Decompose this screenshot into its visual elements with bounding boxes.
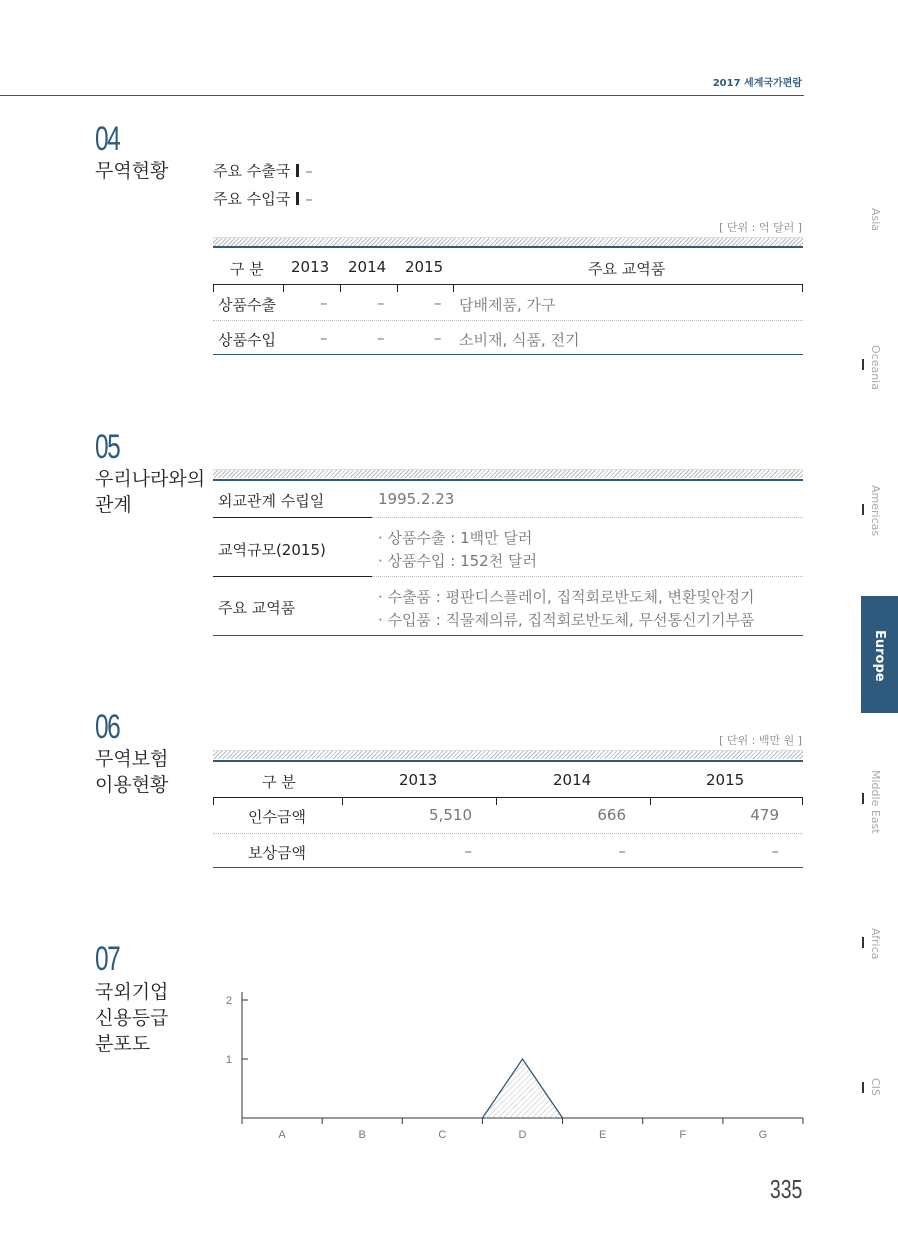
side-tick [862, 937, 864, 948]
running-header-title: 2017 세계국가편람 [712, 78, 802, 89]
col-header-category: 구 분 [230, 260, 264, 278]
table-bottom-rule [213, 354, 803, 355]
x-category-label: B [358, 1129, 366, 1141]
section-06-title-line1: 무역보험 [95, 748, 169, 770]
column-tick [453, 284, 454, 292]
row-label-compensation: 보상금액 [248, 844, 306, 862]
col-header-2014: 2014 [553, 771, 592, 789]
row-divider [372, 517, 803, 518]
side-tab-middle-east[interactable]: Middle East [869, 770, 882, 834]
section-06-title-line2: 이용현황 [95, 774, 169, 796]
table-hatch-band [213, 469, 803, 478]
y-tick-label: 2 [225, 995, 232, 1007]
section-04-title: 무역현황 [95, 160, 169, 182]
section-07-title-line2: 신용등급 [95, 1007, 169, 1029]
import-2015: – [434, 329, 442, 347]
section-07-title-line3: 분포도 [95, 1033, 151, 1055]
row-label-underwriting: 인수금액 [248, 808, 306, 826]
export-label: 주요 수출국 [213, 162, 291, 180]
separator-bar [296, 192, 299, 205]
label-rule [213, 576, 372, 577]
column-tick [342, 797, 343, 805]
section-05-title-line1: 우리나라와의 [95, 468, 206, 490]
export-2013: – [320, 294, 328, 312]
export-2014: – [377, 294, 385, 312]
row-divider [213, 833, 803, 834]
row-divider [372, 576, 803, 577]
col-header-2015: 2015 [706, 771, 745, 789]
side-tab-oceania[interactable]: Oceania [869, 345, 882, 390]
export-2015: – [434, 294, 442, 312]
side-tab-europe-active[interactable] [861, 596, 898, 713]
section-05-number: 05 [95, 428, 120, 466]
section-07-number: 07 [95, 940, 120, 978]
side-tick [862, 504, 864, 515]
table-top-rule [213, 760, 803, 762]
table-hatch-band [213, 237, 803, 246]
column-tick [213, 284, 214, 292]
section-07-title-line1: 국외기업 [95, 981, 169, 1003]
x-category-label: F [679, 1129, 687, 1141]
col-header-2015: 2015 [405, 258, 444, 276]
trade-volume-import: · 상품수입 : 152천 달러 [378, 552, 537, 570]
col-header-2013: 2013 [399, 771, 438, 789]
side-tick [862, 793, 864, 804]
side-tab-europe-label: Europe [872, 630, 887, 682]
section-05-title [95, 466, 215, 518]
compensation-2013: – [464, 842, 472, 860]
major-export-countries [213, 160, 313, 181]
side-tab-cis[interactable]: CIS [869, 1078, 882, 1096]
import-2013: – [320, 329, 328, 347]
x-category-label: C [438, 1129, 447, 1141]
side-tick [862, 1082, 864, 1093]
section-07-title [95, 979, 215, 1057]
table-bottom-rule [213, 867, 803, 868]
col-header-2014: 2014 [348, 258, 387, 276]
underwriting-2013: 5,510 [429, 806, 472, 824]
table-bottom-rule [213, 635, 803, 636]
side-tab-americas[interactable]: Americas [869, 485, 882, 537]
column-tick [283, 284, 284, 292]
diplomatic-relations-label: 외교관계 수립일 [218, 492, 325, 510]
col-header-category: 구 분 [262, 773, 296, 791]
export-items: 담배제품, 가구 [459, 296, 556, 314]
trade-unit-note: [ 단위 : 억 달러 ] [719, 221, 802, 234]
separator-bar [296, 164, 299, 177]
col-header-trade-items: 주요 교역품 [588, 260, 666, 278]
export-value: – [305, 162, 313, 180]
column-tick [496, 797, 497, 805]
y-tick-label: 1 [225, 1054, 232, 1066]
page-number: 335 [769, 1174, 802, 1204]
column-tick [802, 284, 803, 292]
underwriting-2014: 666 [597, 806, 626, 824]
import-label: 주요 수입국 [213, 190, 291, 208]
col-header-2013: 2013 [291, 258, 330, 276]
credit-rating-distribution-chart [200, 980, 820, 1150]
row-label-export: 상품수출 [218, 296, 276, 314]
column-tick [802, 797, 803, 805]
label-rule [213, 517, 372, 518]
column-tick [213, 797, 214, 805]
column-tick [650, 797, 651, 805]
trade-volume-export: · 상품수출 : 1백만 달러 [378, 529, 533, 547]
major-export-items: · 수출품 : 평판디스플레이, 집적회로반도체, 변환및안정기 [378, 588, 755, 606]
import-2014: – [377, 329, 385, 347]
side-tab-asia[interactable]: Asia [869, 208, 882, 232]
side-tab-africa[interactable]: Africa [869, 928, 882, 960]
diplomatic-relations-date: 1995.2.23 [378, 490, 455, 508]
header-rule [0, 95, 804, 96]
table-top-rule [213, 479, 803, 481]
row-divider [213, 320, 803, 321]
compensation-2014: – [618, 842, 626, 860]
import-value: – [305, 190, 313, 208]
insurance-unit-note: [ 단위 : 백만 원 ] [719, 734, 802, 747]
major-import-items: · 수입품 : 직물제의류, 집적회로반도체, 무선통신기기부품 [378, 611, 755, 629]
section-06-title [95, 746, 215, 798]
section-05-title-line2: 관계 [95, 494, 132, 516]
section-04-number: 04 [95, 120, 120, 158]
area-fill [482, 1059, 562, 1118]
underwriting-2015: 479 [750, 806, 779, 824]
x-category-label: E [598, 1129, 607, 1141]
x-category-label: G [758, 1129, 768, 1141]
column-tick [340, 284, 341, 292]
x-category-label: A [278, 1129, 286, 1141]
major-trade-items-label: 주요 교역품 [218, 599, 296, 617]
header-bottom-rule [213, 797, 803, 798]
header-bottom-rule [213, 284, 803, 285]
import-items: 소비재, 식품, 전기 [459, 331, 580, 349]
major-import-countries [213, 188, 313, 209]
compensation-2015: – [771, 842, 779, 860]
trade-volume-label: 교역규모(2015) [218, 541, 326, 559]
column-tick [397, 284, 398, 292]
side-tick [862, 359, 864, 370]
row-label-import: 상품수입 [218, 331, 276, 349]
section-06-number: 06 [95, 708, 120, 746]
table-hatch-band [213, 750, 803, 759]
x-category-label: D [518, 1129, 527, 1141]
table-top-rule [213, 246, 803, 248]
